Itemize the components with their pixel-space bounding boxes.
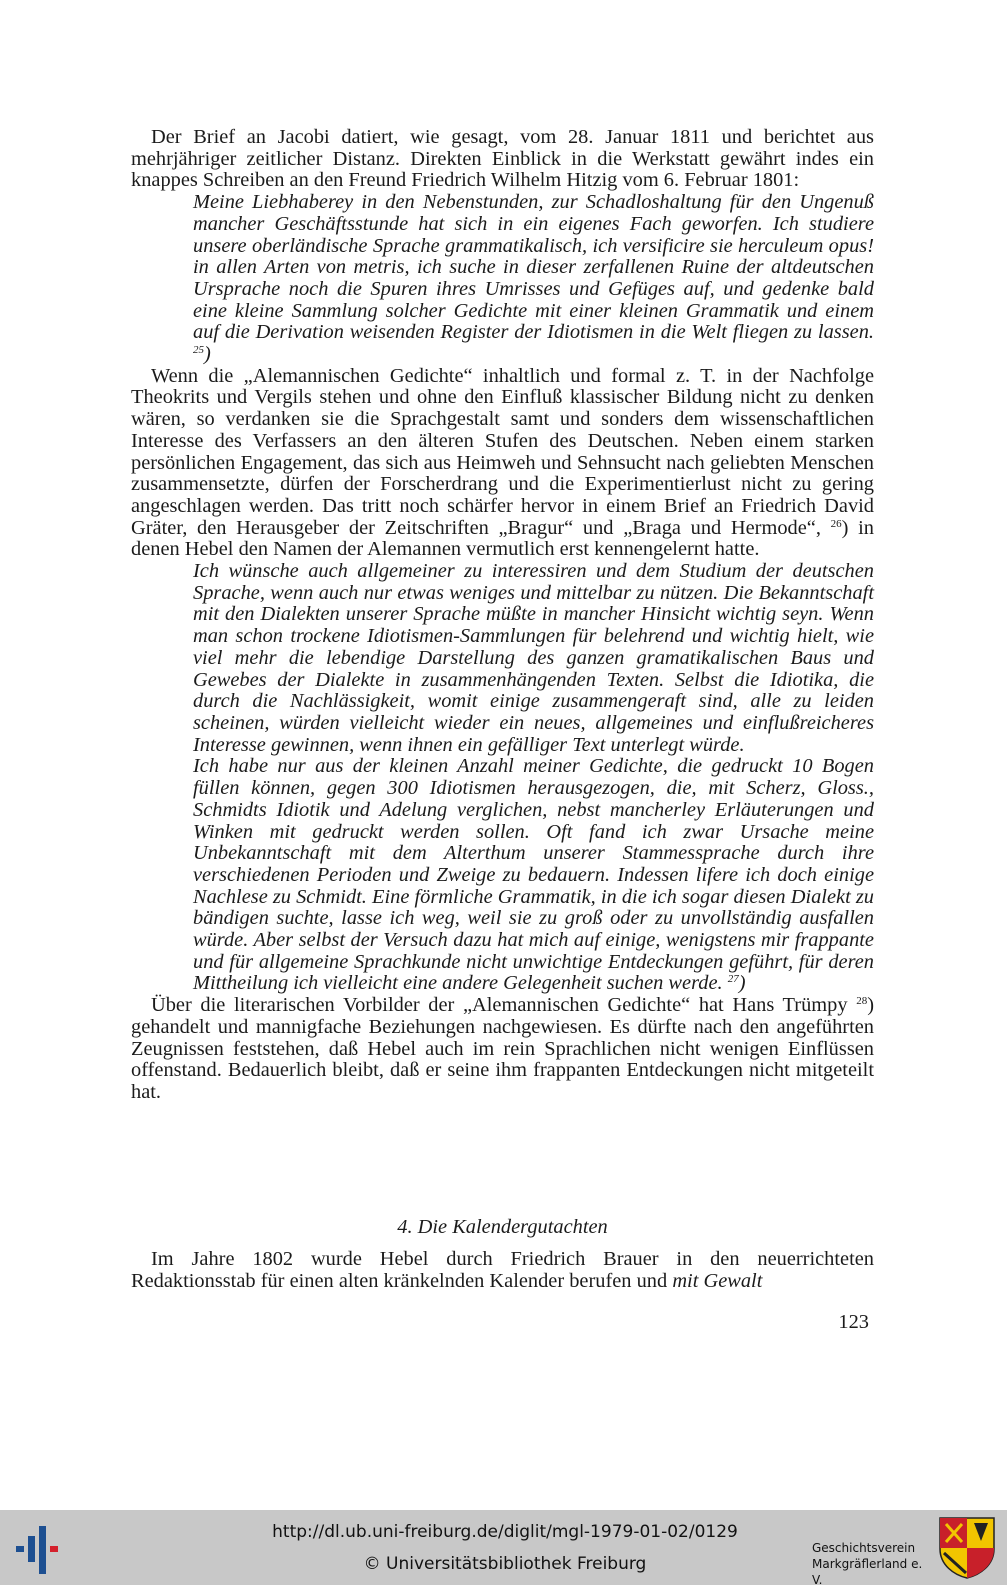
footnote-ref-26: 26 [830, 517, 842, 530]
quote-graeter: Ich wünsche auch allgemeiner zu interessiren und dem Studium der deutschen Sprache, wenn auch nur etwas weniges und mittelbar zu nützen. Die Bekanntschaft mit den Dialekten unserer Sprache müßte in mancher Hinsicht wichtig seyn. Wenn man schon trockene Idiotismen-Sammlungen für belehrend und wichtig hielt, wie viel mehr die lebendige Darstellung des ganzen gramatikalischen Baus und Gewebes der Dialekte in zusammenhängenden Texten. Selbst die Idiotika, die durch die Nachlässigkeit, womit einige zusammengeraft sind, alle zu leiden scheinen, würden vielleicht wieder ein neues, allgemeines und einflußreicheres Interesse gewinnen, wenn ihnen ein gefälliger Text unterlegt würde. Ich habe nur aus der kleinen Anzahl meiner Gedichte, die gedruckt 10 Bogen füllen können, gegen 300 Idiotismen herausgezogen, die, mit Scherz, Gloss., Schmidts Idiotik und Adelung verglichen, nebst mancherley Erläuterungen und Winken mit gedruckt werden sollen. Oft fand ich zwar Ursache meine Unbekanntschaft mit dem Alterthum unserer Stammessprache durch ihre verschiedenen Perioden und Zweige zu bedauern. Indessen lifere ich doch einige Nachlese zu Schmidt. Eine förmliche Grammatik, in die ich sogar diesen Dialekt zu bändigen suchte, lasse ich weg, weil sie zu groß oder zu unvollständig ausfallen würde. Aber selbst der Versuch dazu hat mich auf einige, wenigstens mir frappante und für allgemeine Sprachkunde nicht unwichtige Entdeckungen geführt, für deren Mittheilung ich vielleicht eine andere Gelegenheit suchen werde. $^{27}$) [193, 560, 874, 995]
quote-3-text: Ich habe nur aus der kleinen Anzahl meiner Gedichte, die gedruckt 10 Bogen füllen können, gegen 300 Idiotismen herausgezogen, die, mit Scherz, Gloss., Schmidts Idiotik und Adelung verglichen, nebst mancherley Erläuterungen und Winken mit gedruckt werden sollen. Oft fand ich zwar Ursache meine Unbekanntschaft mit dem Alterthum unserer Stammessprache durch ihre verschiedenen Perioden und Zweige zu bedauern. Indessen lifere ich doch einige Nachlese zu Schmidt. Eine förmliche Grammatik, in die ich sogar diesen Dialekt zu bändigen suchte, lasse ich weg, weil sie zu groß oder zu unvollständig ausfallen würde. Aber selbst der Versuch dazu hat mich auf einige, wenigstens mir frappante und für allgemeine Sprachkunde nicht unwichtige Entdeckungen geführt, für deren Mittheilung ich vielleicht eine andere Gelegenheit suchen werde. [193, 755, 874, 995]
footnote-ref-25: 25 [193, 344, 204, 357]
paragraph-4: Im Jahre 1802 wurde Hebel durch Friedrich Brauer in den neuerrichteten Redaktionsstab für einen alten kränkelnden Kalender berufen und mit Gewalt [131, 1248, 874, 1292]
paragraph-4-italic: mit Gewalt [672, 1269, 763, 1292]
footnote-ref-28: 28 [856, 995, 868, 1008]
main-text-continued [131, 1249, 874, 1292]
main-text [131, 127, 874, 1104]
quote-1-text: Meine Liebhaberey in den Nebenstunden, zur Schadloshaltung für den Ungenuß mancher Geschäftsstunde hat sich in ein eigenes Fach geworfen. Ich studiere unsere oberländische Sprache grammatikalisch, ich versificire sie herculeum opus! in allen Arten von metris, ich suche in dieser zerfallenen Ruine der altdeutschen Ursprache noch die Spuren ihres Umrisses und Gefüges auf, und gedenke bald eine kleine Sammlung solcher Gedichte mit einer kleinen Grammatik und einem auf die Derivation weisenden Register der Idiotismen in die Welt fliegen zu lassen. [193, 191, 874, 344]
coat-of-arms-icon [936, 1515, 998, 1580]
quote-2-text: Ich wünsche auch allgemeiner zu interessiren und dem Studium der deutschen Sprache, wenn auch nur etwas weniges und mittelbar zu nützen. Die Bekanntschaft mit den Dialekten unserer Sprache müßte in mancher Hinsicht wichtig seyn. Wenn man schon trockene Idiotismen-Sammlungen für belehrend und wichtig hielt, wie viel mehr die lebendige Darstellung des ganzen gramatikalischen Baus und Gewebes der Dialekte in zusammenhängenden Texten. Selbst die Idiotika, die durch die Nachlässigkeit, womit einige zusammengeraft sind, alle zu leiden scheinen, würden vielleicht wieder ein neues, allgemeines und einflußreicheres Interesse gewinnen, wenn ihnen ein gefälliger Text unterlegt würde. [193, 560, 874, 756]
copyright-text: © Universitätsbibliothek Freiburg [363, 1554, 647, 1574]
society-name: Geschichtsverein Markgräflerland e. V. [812, 1541, 923, 1587]
footnote-ref-27: 27 [727, 973, 739, 986]
footer-bar [0, 1510, 1007, 1585]
paragraph-2: Wenn die „Alemannischen Gedichte“ inhaltlich und formal z. T. in der Nachfolge Theokrits und Vergils stehen und ohne den Einfluß klassischer Bildung nicht zu denken wären, so verdanken sie die Sprachgestalt samt und sonders dem wissenschaftlichen Interesse des Verfassers an den älteren Stufen des Deutschen. Neben einem starken persönlichen Engagement, das sich aus Heimweh und Sehnsucht nach geliebten Menschen zusammensetzte, dürfen der Forscherdrang und die Experimentierlust nicht zu gering angeschlagen werden. Das tritt noch schärfer hervor in einem Brief an Friedrich David Gräter, den Herausgeber der Zeitschriften „Bragur“ und „Braga und Hermode“, $^{26}$) in denen Hebel den Namen der Alemannen vermutlich erst kennengelernt hatte. [131, 364, 874, 561]
paragraph-3: Über die literarischen Vorbilder der „Alemannischen Gedichte“ hat Hans Trümpy $^{28}$) gehandelt und mannigfache Beziehungen nachgewiesen. Es dürfte nach den angeführten Zeugnissen feststehen, daß Hebel auch im rein Sprachlichen nicht wenigen Einflüssen offenstand. Bedauerlich bleibt, daß er seine ihm frappanten Entdeckungen nicht mitgeteilt hat. [131, 994, 874, 1103]
section-heading: 4. Die Kalendergutachten [397, 1216, 608, 1238]
page-number: 123 [838, 1311, 869, 1333]
permalink-url[interactable]: http://dl.ub.uni-freiburg.de/diglit/mgl-1979-01-02/0129 [272, 1522, 738, 1542]
paragraph-1: Der Brief an Jacobi datiert, wie gesagt, vom 28. Januar 1811 und berichtet aus mehrjähriger zeitlicher Distanz. Direkten Einblick in die Werkstatt gewährt indes ein knappes Schreiben an den Freund Friedrich Wilhelm Hitzig vom 6. Februar 1801: [131, 126, 874, 192]
quote-hitzig: Meine Liebhaberey in den Nebenstunden, zur Schadloshaltung für den Ungenuß mancher Geschäftsstunde hat sich in ein eigenes Fach geworfen. Ich studiere unsere oberländische Sprache grammatikalisch, ich versificire sie herculeum opus! in allen Arten von metris, ich suche in dieser zerfallenen Ruine der altdeutschen Ursprache noch die Spuren ihres Umrisses und Gefüges auf, und gedenke bald eine kleine Sammlung solcher Gedichte mit einer kleinen Grammatik und einem auf die Derivation weisenden Register der Idiotismen in die Welt fliegen zu lassen. $^{25}$) [193, 191, 874, 366]
ub-freiburg-logo-icon[interactable] [14, 1522, 66, 1576]
